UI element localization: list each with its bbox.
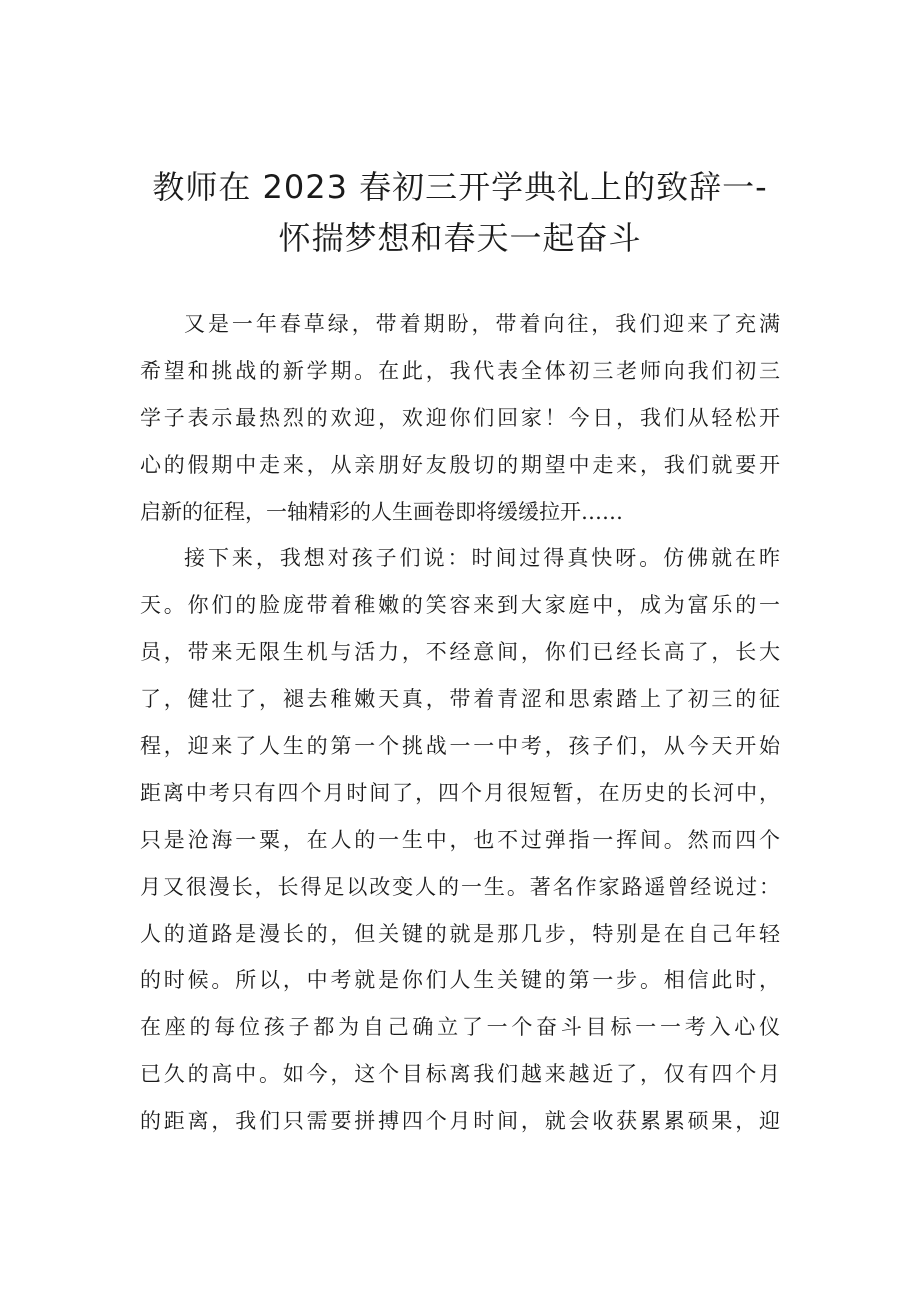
text-line: 天。你们的脸庞带着稚嫩的笑容来到大家庭中，成为富乐的一 bbox=[140, 593, 780, 618]
text-line: 人的道路是漫长的，但关键的就是那几步，特别是在自己年轻 bbox=[140, 921, 780, 946]
text-line: 的时候。所以，中考就是你们人生关键的第一步。相信此时， bbox=[140, 968, 780, 993]
document-title-line-2: 怀揣梦想和春天一起奋斗 bbox=[278, 219, 642, 257]
paragraph-1 bbox=[140, 301, 780, 535]
paragraph-2 bbox=[140, 535, 780, 1145]
text-line: 员，带来无限生机与活力，不经意间，你们已经长高了，长大 bbox=[140, 640, 780, 665]
text-line: 了，健壮了，褪去稚嫩天真，带着青涩和思索踏上了初三的征 bbox=[140, 687, 780, 712]
text-line: 接下来，我想对孩子们说：时间过得真快呀。仿佛就在昨 bbox=[184, 546, 780, 571]
text-line: 只是沧海一粟，在人的一生中，也不过弹指一挥间。然而四个 bbox=[140, 827, 780, 852]
document-body bbox=[140, 301, 780, 1145]
text-line: 程，迎来了人生的第一个挑战一一中考，孩子们，从今天开始 bbox=[140, 734, 780, 759]
text-line: 学子表示最热烈的欢迎，欢迎你们回家！今日，我们从轻松开 bbox=[140, 405, 780, 430]
text-line: 心的假期中走来，从亲朋好友殷切的期望中走来，我们就要开 bbox=[140, 452, 780, 477]
document-title-line-1: 教师在 2023 春初三开学典礼上的致辞一- bbox=[152, 168, 768, 206]
text-line: 已久的高中。如今，这个目标离我们越来越近了，仅有四个月 bbox=[140, 1062, 780, 1087]
text-line: 希望和挑战的新学期。在此，我代表全体初三老师向我们初三 bbox=[140, 358, 780, 383]
text-line: 启新的征程，一轴精彩的人生画卷即将缓缓拉开…… bbox=[140, 499, 623, 524]
text-line: 在座的每位孩子都为自己确立了一个奋斗目标一一考入心仪 bbox=[140, 1015, 780, 1040]
text-line: 月又很漫长，长得足以改变人的一生。著名作家路遥曾经说过： bbox=[140, 874, 780, 899]
text-line: 距离中考只有四个月时间了，四个月很短暂，在历史的长河中， bbox=[140, 780, 780, 805]
text-line: 的距离，我们只需要拼搏四个月时间，就会收获累累硕果，迎 bbox=[140, 1109, 780, 1134]
text-line: 又是一年春草绿，带着期盼，带着向往，我们迎来了充满 bbox=[184, 312, 780, 336]
